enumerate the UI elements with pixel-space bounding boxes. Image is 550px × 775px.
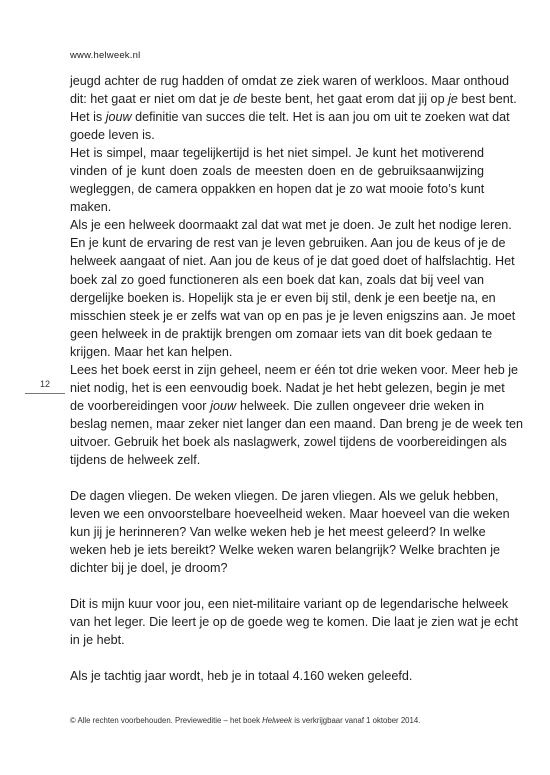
text-line: boek zal zo goed functioneren als een boek dat kan, zoals dat bij veel van bbox=[70, 272, 484, 287]
emphasized-word: je bbox=[448, 92, 458, 107]
emphasized-word: jouw bbox=[210, 398, 237, 413]
footer-text-before: © Alle rechten voorbehouden. Previeweditie – het boek bbox=[70, 716, 263, 725]
text-line: dergelijke boeken is. Hopelijk sta je er even bij stil, denk je een beetje na, en bbox=[70, 290, 496, 305]
text-line: Dit is mijn kuur voor jou, een niet-militaire variant op de legendarische helweek bbox=[70, 597, 509, 612]
text-line: goede leven is. bbox=[70, 128, 155, 143]
text-line: weken heb je iets bereikt? Welke weken waren belangrijk? Welke brachten je bbox=[70, 543, 501, 558]
text-line: De dagen vliegen. De weken vliegen. De jaren vliegen. Als we geluk hebben, bbox=[70, 489, 499, 504]
text-line: Het is simpel, maar tegelijkertijd is het niet simpel. Je kunt het motiverend bbox=[70, 146, 484, 161]
paragraph bbox=[70, 216, 516, 360]
text-line: beslag nemen, maar zeker niet langer dan een maand. Dan breng je de week ten bbox=[70, 416, 523, 431]
page-number-rule bbox=[25, 393, 65, 394]
page-number: 12 bbox=[40, 379, 51, 389]
text-line: geen helweek in de praktijk brengen om zomaar iets van dit boek gedaan te bbox=[70, 326, 493, 341]
text-line: Als je tachtig jaar wordt, heb je in totaal 4.160 weken geleefd. bbox=[70, 669, 413, 684]
text-line: Lees het boek eerst in zijn geheel, neem er één tot drie weken voor. Meer heb je bbox=[70, 362, 519, 377]
text-line: Het is jouw definitie van succes die telt. Het is aan jou om uit te zoeken wat dat bbox=[70, 110, 510, 125]
text-line: vinden of je kunt doen zoals de meesten doen en de gebruiksaanwijzing bbox=[70, 164, 484, 179]
text-line: dichter bij je doel, je droom? bbox=[70, 561, 228, 576]
text-line: van het leger. Die leert je op de goede weg te komen. Die laat je zien wat je echt bbox=[70, 615, 519, 630]
text-line: de voorbereidingen voor jouw helweek. Die zullen ongeveer drie weken in bbox=[70, 398, 484, 413]
paragraph bbox=[70, 487, 510, 577]
text-line: krijgen. Maar het kan helpen. bbox=[70, 344, 233, 359]
header-url: www.helweek.nl bbox=[70, 50, 141, 61]
paragraph bbox=[70, 144, 484, 216]
text-line: helweek aangaat of niet. Aan jou de keus of je dat goed doet of halfslachtig. Het bbox=[70, 254, 515, 269]
text-line: En je kunt de ervaring de rest van je leven gebruiken. Aan jou de keus of je de bbox=[70, 236, 506, 251]
text-line: Als je een helweek doormaakt zal dat wat met je doen. Je zult het nodige leren. bbox=[70, 218, 512, 233]
text-line: tijdens de helweek zelf. bbox=[70, 452, 201, 467]
emphasized-word: jouw bbox=[105, 110, 132, 125]
text-line: kun jij je herinneren? Van welke weken heb je het meest geleerd? In welke bbox=[70, 525, 486, 540]
text-line: jeugd achter de rug hadden of omdat ze ziek waren of werkloos. Maar onthoud bbox=[70, 74, 509, 88]
footer-book-title: Helweek bbox=[262, 716, 293, 725]
text-line: dit: het gaat er niet om dat je de beste bent, het gaat erom dat jij op je best bent. bbox=[70, 92, 517, 107]
text-line: wegleggen, de camera oppakken en hopen dat je zo wat mooie foto’s kunt bbox=[70, 182, 485, 197]
text-line: misschien steek je er zelfs wat van op en pas je je leven enigszins aan. Je moet bbox=[70, 308, 516, 323]
paragraph bbox=[70, 72, 517, 144]
text-line: niet nodig, het is een eenvoudig boek. Nadat je het hebt gelezen, begin je met bbox=[70, 380, 505, 395]
emphasized-word: de bbox=[233, 92, 248, 107]
paragraph bbox=[70, 361, 523, 469]
paragraph bbox=[70, 595, 519, 649]
text-line: leven we een onvoorstelbare hoeveelheid weken. Maar hoeveel van die weken bbox=[70, 507, 510, 522]
text-line: uitvoer. Gebruik het boek als naslagwerk, zowel tijdens de voorbereidingen als bbox=[70, 434, 507, 449]
body-text bbox=[70, 72, 523, 685]
footer-text-after: is verkrijgbaar vanaf 1 oktober 2014. bbox=[292, 716, 421, 725]
copyright-footer bbox=[70, 716, 420, 725]
text-line: in je hebt. bbox=[70, 633, 125, 648]
text-line: maken. bbox=[70, 200, 112, 215]
paragraph bbox=[70, 667, 484, 685]
